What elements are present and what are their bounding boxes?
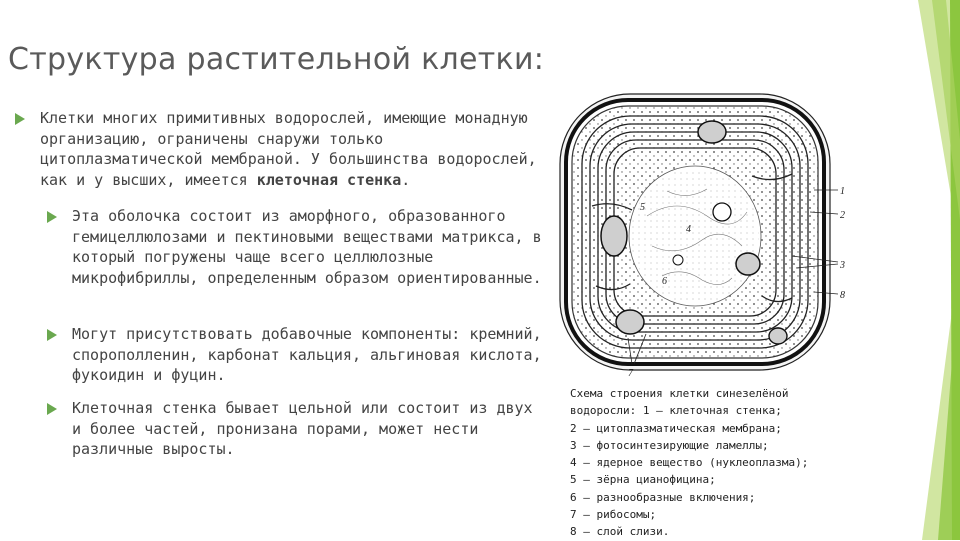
label-7: 7	[628, 368, 633, 379]
bullet-arrow-icon	[46, 210, 58, 224]
caption-line: 8 — слой слизи.	[570, 525, 670, 539]
bullet-1	[14, 108, 554, 190]
figure-caption	[570, 385, 840, 541]
bullet-3	[46, 324, 546, 386]
bullet-1-bold: клеточная стенка	[256, 170, 402, 189]
label-8: 8	[840, 290, 845, 301]
bullet-1-text	[40, 108, 540, 190]
caption-line: 6 — разнообразные включения;	[570, 490, 756, 504]
label-1: 1	[840, 186, 845, 197]
caption-line: 5 — зёрна цианофицина;	[570, 473, 716, 487]
bullet-2	[46, 206, 546, 288]
bullet-arrow-icon	[14, 112, 26, 126]
bullet-arrow-icon	[46, 328, 58, 342]
caption-line: Схема строения клетки синезелёной	[570, 387, 789, 400]
cell-diagram-figure	[552, 86, 852, 386]
caption-line: 7 — рибосомы;	[570, 508, 657, 522]
bullet-4	[46, 398, 546, 460]
caption-line: 3 — фотосинтезирующие ламеллы;	[570, 438, 769, 452]
bullet-1-main: Клетки многих примитивных водорослей, имеющие монадную организацию, ограничены снаружи только цитоплазматической мембраной. У большинства водорослей, как и у высших, имеется	[40, 109, 537, 189]
bullet-3-text: Могут присутствовать добавочные компоненты: кремний, спорополленин, карбонат кальция, альгиновая кислота, фукоидин и фуцин.	[72, 325, 542, 384]
bullet-arrow-icon	[46, 402, 58, 416]
label-3: 3	[840, 260, 845, 271]
bullet-4-text: Клеточная стенка бывает цельной или состоит из двух и более частей, пронизана порами, может нести различные выросты.	[72, 399, 533, 458]
bullet-1-end: .	[401, 170, 411, 189]
label-4: 4	[686, 224, 691, 235]
caption-line: водоросли: 1 — клеточная стенка;	[570, 404, 782, 418]
label-5: 5	[640, 202, 645, 213]
label-2: 2	[840, 210, 845, 221]
caption-line: 2 — цитоплазматическая мембрана;	[570, 421, 782, 435]
inclusion	[713, 203, 731, 221]
caption-line: 4 — ядерное вещество (нуклеоплазма);	[570, 456, 809, 470]
decorative-green-shapes	[860, 0, 960, 540]
slide-title: Структура растительной клетки:	[8, 42, 545, 77]
label-6: 6	[662, 276, 667, 287]
bullet-2-text: Эта оболочка состоит из аморфного, образованного гемицеллюлозами и пектиновыми веществами матрикса, в который погружены чаще всего целлюлозные микрофибриллы, определенным образом ориентированные.	[72, 207, 542, 287]
